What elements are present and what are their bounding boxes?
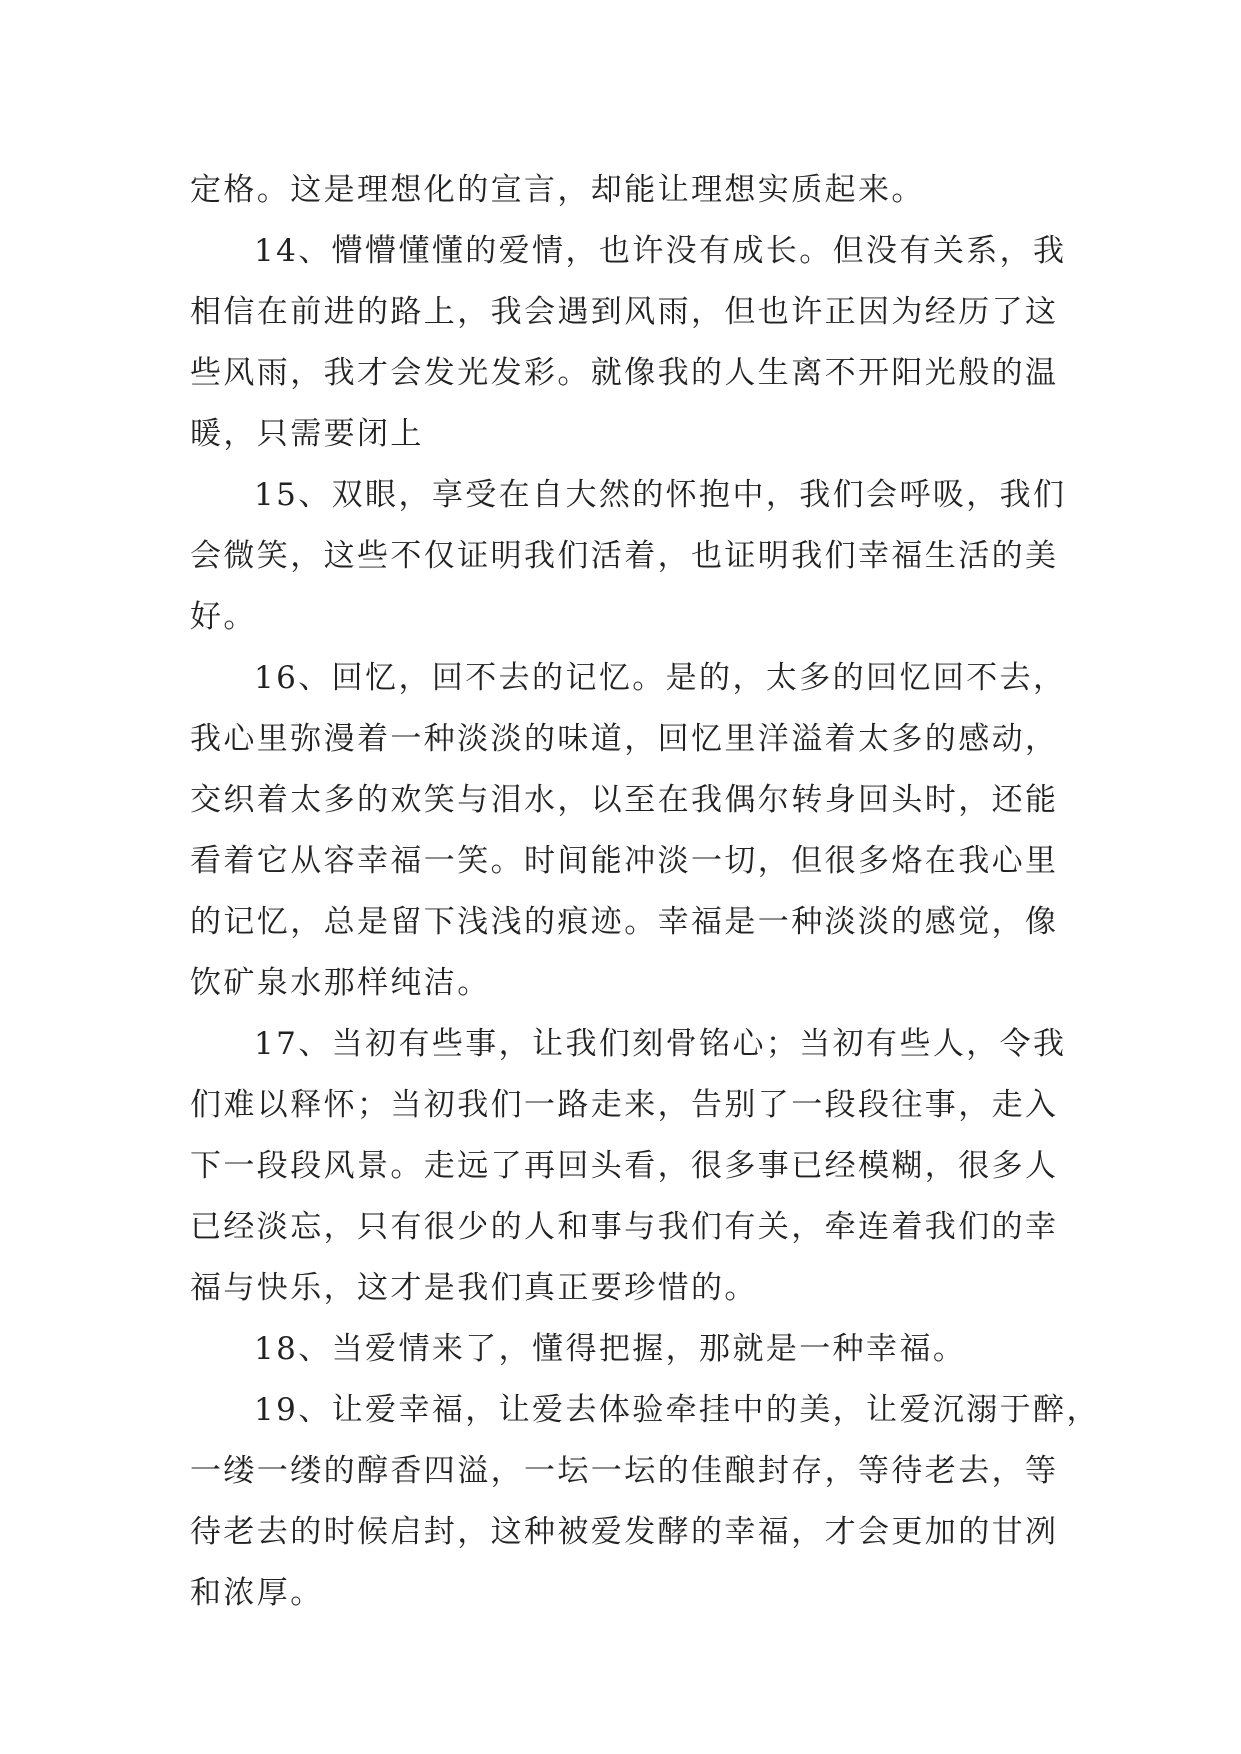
text-line: 些风雨，我才会发光发彩。就像我的人生离不开阳光般的温	[190, 355, 1059, 391]
paragraph-start-16: 16、回忆，回不去的记忆。是的，太多的回忆回不去，	[254, 660, 1067, 696]
paragraph-start-19: 19、让爱幸福，让爱去体验牵挂中的美，让爱沉溺于醉，	[254, 1392, 1100, 1428]
text-line: 一缕一缕的醇香四溢，一坛一坛的佳酿封存，等待老去，等	[190, 1453, 1059, 1489]
text-line: 下一段段风景。走远了再回头看，很多事已经模糊，很多人	[190, 1148, 1059, 1184]
body-text	[190, 160, 1100, 1624]
text-line: 已经淡忘，只有很少的人和事与我们有关，牵连着我们的幸	[190, 1209, 1059, 1245]
text-line: 福与快乐，这才是我们真正要珍惜的。	[190, 1270, 758, 1306]
text-line: 相信在前进的路上，我会遇到风雨，但也许正因为经历了这	[190, 294, 1059, 330]
text-line: 交织着太多的欢笑与泪水，以至在我偶尔转身回头时，还能	[190, 782, 1059, 818]
paragraph-start-14: 14、懵懵懂懂的爱情，也许没有成长。但没有关系，我	[254, 233, 1067, 269]
text-line: 和浓厚。	[190, 1575, 324, 1611]
paragraph-start-15: 15、双眼，享受在自大然的怀抱中，我们会呼吸，我们	[254, 477, 1067, 513]
text-line: 定格。这是理想化的宣言，却能让理想实质起来。	[190, 172, 925, 208]
paragraph-start-17: 17、当初有些事，让我们刻骨铭心；当初有些人，令我	[254, 1026, 1067, 1062]
text-line: 我心里弥漫着一种淡淡的味道，回忆里洋溢着太多的感动，	[190, 721, 1059, 757]
text-line: 饮矿泉水那样纯洁。	[190, 965, 491, 1001]
text-line: 会微笑，这些不仅证明我们活着，也证明我们幸福生活的美	[190, 538, 1059, 574]
text-line: 暖，只需要闭上	[190, 416, 424, 452]
text-line: 待老去的时候启封，这种被爱发酵的幸福，才会更加的甘冽	[190, 1514, 1059, 1550]
text-line: 的记忆，总是留下浅浅的痕迹。幸福是一种淡淡的感觉，像	[190, 904, 1059, 940]
text-line: 们难以释怀；当初我们一路走来，告别了一段段往事，走入	[190, 1087, 1059, 1123]
text-line: 好。	[190, 599, 257, 635]
paragraph-start-18: 18、当爱情来了，懂得把握，那就是一种幸福。	[254, 1331, 967, 1367]
text-line: 看着它从容幸福一笑。时间能冲淡一切，但很多烙在我心里	[190, 843, 1059, 879]
